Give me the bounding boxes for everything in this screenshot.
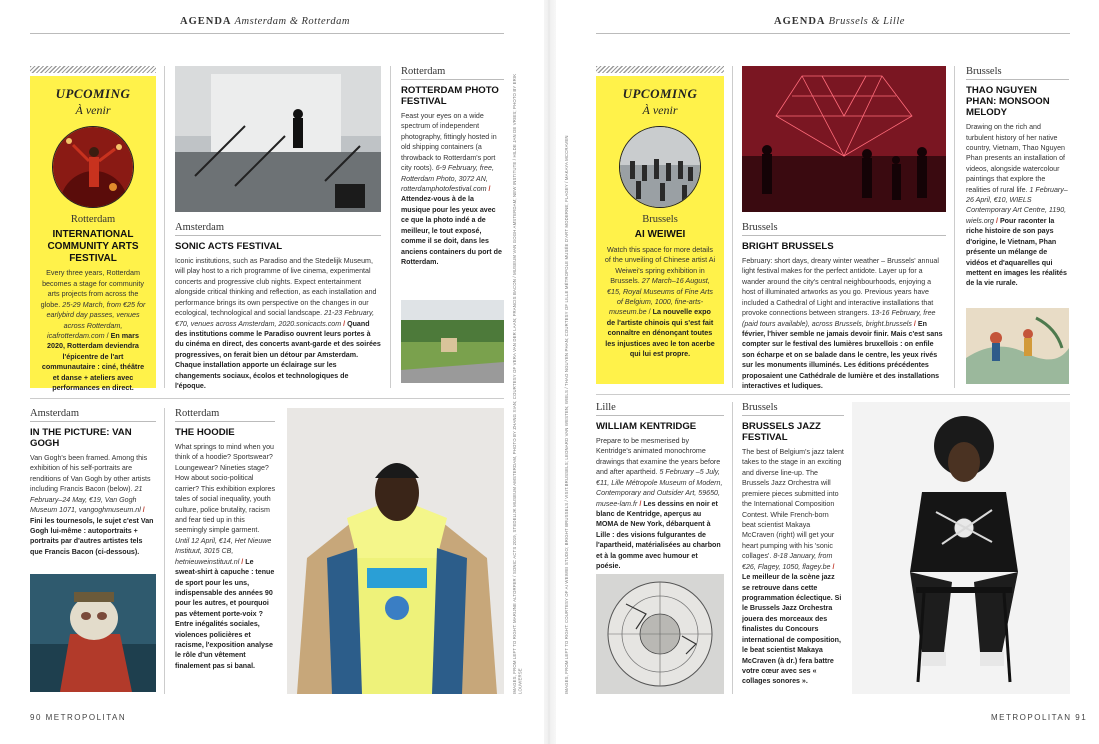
right-running-head <box>774 16 905 27</box>
column-divider <box>164 408 165 694</box>
column-divider <box>954 66 955 388</box>
article-city: Brussels <box>966 66 1069 80</box>
article-the-hoodie <box>175 408 275 671</box>
makaya-mccraven-photo <box>852 402 1070 694</box>
running-head-section: AGENDA <box>774 16 826 27</box>
column-divider <box>732 66 733 388</box>
upcoming-event-text: Every three years, Rotterdam becomes a stage for community arts projects from across the globe. 25-29 March, from €25 for earlybird day passes, venues across Rotterdam, icafrotterdam.com / En mars 2020, Rotterdam deviendra l'épicentre de l'art communautaire : ciné, théâtre et danse + ateliers avec performances en direct. <box>40 268 146 393</box>
upcoming-event-title: AI WEIWEI <box>634 229 686 240</box>
article-title: IN THE PICTURE: VAN GOGH <box>30 427 132 450</box>
ai-weiwei-photo <box>619 126 701 208</box>
running-head-cities: Amsterdam & Rotterdam <box>234 16 350 27</box>
upcoming-box-rotterdam <box>30 76 156 393</box>
right-head-rule <box>596 33 1070 34</box>
row-divider <box>30 398 504 399</box>
article-body: Drawing on the rich and turbulent history of her native country, Vietnam, Thao Nguyen Phan presents an installation of videos, alongside watercolour paintings that explore the realities of rural life. 1 February–26 April, €10, WIELS Contemporary Art Centre, 1190, wiels.org / Pour raconter la riche histoire de son pays d'origine, le Vietnam, Phan présente un mélange de vidéos et d'aquarelles qui mettent en images les réalités de la vie rurale. <box>966 123 1068 288</box>
article-body: Van Gogh's been framed. Among this exhibition of his self-portraits are renditions of Van Gogh by other artists including Francis Bacon (below). 21 February–24 May, €19, Van Gogh Museum 1071, vangoghmuseum.nl / Fini les tournesols, le sujet c'est Van Gogh lui-même : autoportraits + portraits par d'autres artistes tels que Francis Bacon (ci-dessous). <box>30 454 154 556</box>
article-city: Lille <box>596 402 724 416</box>
photo-festival-photo <box>401 300 504 383</box>
article-title: BRUSSELS JAZZ FESTIVAL <box>742 421 821 444</box>
running-head-cities: Brussels & Lille <box>828 16 905 27</box>
francis-bacon-painting <box>30 574 156 692</box>
upcoming-city: Brussels <box>642 214 678 225</box>
sonic-acts-photo <box>175 66 381 212</box>
article-body: Iconic institutions, such as Paradiso and the Stedelijk Museum, will play host to a rich programme of live cinema, experimental concerts and progressive club nights. Expect entertainment alongside critical thinking and reflection, as each installation and performance brings its own perspective on the changes in our ecological, technological and social landscape. 21-23 February, €70, venues across Amsterdam, 2020.sonicacts.com / Quand des institutions comme le Paradiso ouvrent leurs portes à du cinéma en direct, des concerts avant-garde et des soirées progressives, on ferait bien un détour par Amsterdam. Chaque installation apporte un éclairage sur les changements sociaux, écolos et technologiques de l'époque. <box>175 257 381 391</box>
photo-credits: IMAGES, FROM LEFT TO RIGHT: COURTESY OF AI WEIWEI STUDIO; BRIGHT BRUSSELS / VISIT.BRUSSELS; LEONARD VAN WESTEN; WIELS / THAO NGUYEN PHAN; COURTESY OF LILLE MÉTROPOLE MUSÉE D'ART MODERNE; FLAGEY / MAKAYA MCCRAVEN <box>564 135 569 694</box>
upcoming-subheading: À venir <box>642 103 678 117</box>
column-divider <box>732 402 733 694</box>
article-van-gogh <box>30 408 156 557</box>
article-body: Prepare to be mesmerised by Kentridge's animated monochrome drawings that examine the years before and after apartheid. 5 February –5 July, €11, Lille Métropole Museum of Modern, Contemporary and Outsider Art, 59650, musee-lam.fr / Les dessins en noir et blanc de Kentridge, aperçus au MOMA de New York, débarquent à Lille : des visions fulgurantes de l'apartheid, matérialisées au charbon et à la gomme avec humour et poésie. <box>596 437 723 571</box>
upcoming-box-brussels <box>596 76 724 384</box>
article-city: Rotterdam <box>401 66 504 80</box>
upcoming-city: Rotterdam <box>70 214 116 225</box>
article-title: BRIGHT BRUSSELS <box>742 241 834 252</box>
upcoming-heading: UPCOMING <box>55 86 131 101</box>
left-running-head <box>180 16 350 27</box>
article-city: Brussels <box>742 222 946 236</box>
article-title: SONIC ACTS FESTIVAL <box>175 241 283 252</box>
kentridge-drawing <box>596 574 724 694</box>
monsoon-melody-watercolour <box>966 308 1069 384</box>
stripes-divider <box>596 66 724 73</box>
article-title: WILLIAM KENTRIDGE <box>596 421 697 432</box>
right-folio: METROPOLITAN 91 <box>991 713 1088 722</box>
bright-brussels-photo <box>742 66 946 212</box>
upcoming-event-title: INTERNATIONAL COMMUNITY ARTS FESTIVAL <box>47 229 139 264</box>
article-sonic-acts <box>175 222 381 392</box>
article-body: The best of Belgium's jazz talent takes to the stage in an exciting and diverse line-up. The Brussels Jazz Orchestra will premiere pieces submitted into the International Composition Contest. While French-born beat scientist Makaya McCraven (right) will get your heart pumping with his 'sonic collages'. 8-18 January, from €26, Flagey, 1050, flagey.be / Le meilleur de la scène jazz se retrouve dans cette programmation éclectique. Si le Brussels Jazz Orchestra jouera des morceaux des finalistes du Concours international de composition, le beat scientist Makaya McCraven (à dr.) fera battre votre cœur avec ses « collages sonores ». <box>742 448 844 686</box>
article-william-kentridge <box>596 402 724 572</box>
article-bright-brussels <box>742 222 946 392</box>
column-divider <box>390 66 391 388</box>
article-city: Amsterdam <box>175 222 381 236</box>
left-page <box>0 0 544 744</box>
hoodie-photo <box>287 408 504 694</box>
article-body: February: short days, dreary winter weather – Brussels' annual light festival makes for the perfect antidote. Layer up for a wander around the city's central neighbourhoods, enjoying a host of illuminated artworks as you go. Previous years have included a Cathedral of Light and interactive installations that provoke connections between strangers. 13-16 February, free (paid tours available), across Brussels, bright.brussels / En février, l'hiver semble ne jamais devoir finir. Mais c'est sans compter sur le festival des lumières bruxellois : on enfile son écharpe et on se balade dans le centre, les yeux rivés sur les monuments illuminés. Les éditions précédentes proposaient une Cathédrale de lumière et des installations interactives et ludiques. <box>742 257 943 391</box>
article-title: THAO NGUYEN PHAN: MONSOON MELODY <box>966 85 1050 119</box>
article-body: Feast your eyes on a wide spectrum of independent photography, fittingly hosted in old shipping containers (a throwback to Rotterdam's port city roots). 6-9 February, free, Rotterdam Photo, 3072 AN, rotterdamphotofestival.com / Attendez-vous à de la musique pour les yeux avec ce que la photo indé a de meilleur, le tout exposé, comme il se doit, dans les anciens containers du port de Rotterdam. <box>401 112 502 266</box>
photo-credits: IMAGES, FROM LEFT TO RIGHT: MARIJNE ALTORFER / SONIC ACTS 2019, STEDELIJK MUSEUM AMSTERDAM, PHOTO BY ZHANG XIAN; COURTESY OF VERA VAN DER LAAN; FRANCIS BACON / MUSEUM VAN GOGH AMSTERDAM; NEW INSTITUTE / HILDE JAN DE VRIES; PHOTO BY ERIK LOUWERSE <box>512 73 523 694</box>
article-city: Amsterdam <box>30 408 156 422</box>
upcoming-event-text: Watch this space for more details of the unveiling of Chinese artist Ai Weiwei's spring exhibition in Brussels. 27 March–16 August, €15, Royal Museums of Fine Arts of Belgium, 1000, fine-arts-museum.be / La nouvelle expo de l'artiste chinois qui s'est fait connaître en dénonçant toutes les injustices avec le ton acerbe qui lui est propre. <box>604 244 716 359</box>
left-folio: 90 METROPOLITAN <box>30 713 127 722</box>
upcoming-subheading: À venir <box>75 103 111 117</box>
article-city: Brussels <box>742 402 844 416</box>
article-brussels-jazz-festival <box>742 402 844 687</box>
article-title: THE HOODIE <box>175 427 235 438</box>
left-head-rule <box>30 33 504 34</box>
community-arts-photo <box>52 126 134 208</box>
column-divider <box>164 66 165 388</box>
article-thao-nguyen-phan <box>966 66 1069 289</box>
running-head-section: AGENDA <box>180 16 232 27</box>
right-page <box>556 0 1099 744</box>
stripes-divider <box>30 66 156 73</box>
article-title: ROTTERDAM PHOTO FESTIVAL <box>401 85 499 108</box>
row-divider <box>596 394 1070 395</box>
article-rotterdam-photo-festival <box>401 66 504 267</box>
article-city: Rotterdam <box>175 408 275 422</box>
article-body: What springs to mind when you think of a hoodie? Sportswear? Loungewear? Nineties stage? How about socio-political carrier? This exhibition explores tales of social inequality, youth culture, police brutality, racism and fear tied up in this seemingly simple garment. Until 12 April, €14, Het Nieuwe Instituut, 3015 CB, hetnieuweinstituut.nl / Le sweat-shirt à capuche : tenue de sport pour les uns, indispensable des années 90 pour les autres, et pourquoi pas vêtement porte-voix ? Entre inégalités sociales, violences policières et racisme, l'exposition analyse le rôle d'un vêtement finalement pas si banal. <box>175 443 276 670</box>
upcoming-heading: UPCOMING <box>622 86 698 101</box>
